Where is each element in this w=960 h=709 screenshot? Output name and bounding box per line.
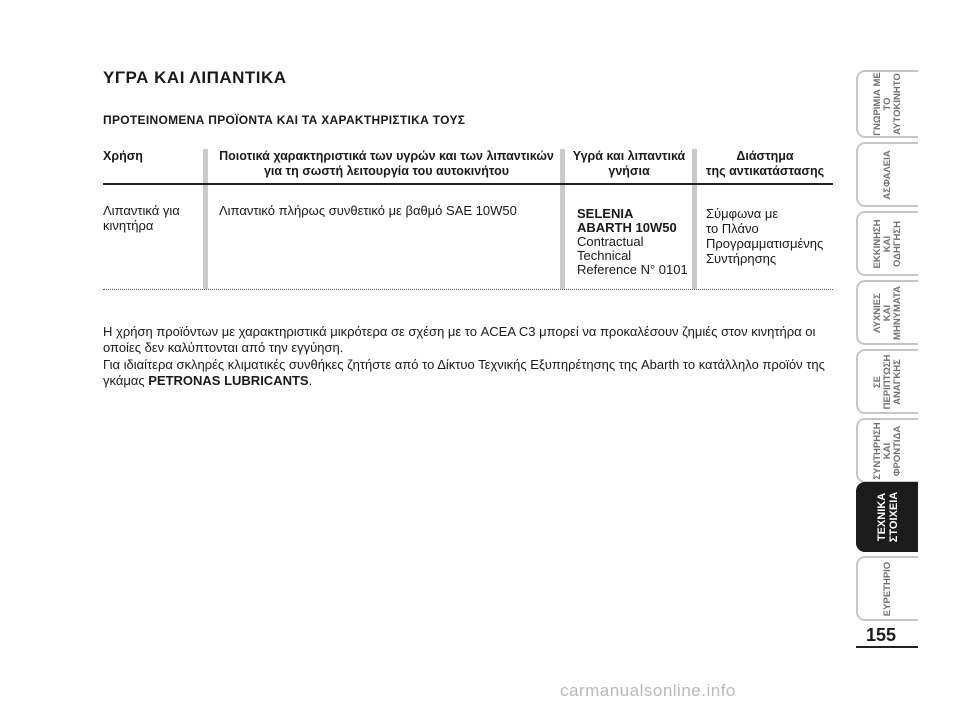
warning-paragraph: Η χρήση προϊόντων με χαρακτηριστικά μικρότερα σε σχέση με το ACEA C3 μπορεί να προκαλέσουν ζημιές στον κινητήρα οι οποίες δεν καλύπτονται από την εγγύηση. — [103, 324, 816, 355]
tab-safety[interactable] — [856, 142, 918, 207]
product-reference: Contractual Technical Reference N° 0101 — [577, 234, 688, 277]
table-cell-quality: Λιπαντικό πλήρως συνθετικό με βαθμό SAE 10W50 — [219, 203, 517, 218]
petronas-brand: PETRONAS LUBRICANTS — [148, 373, 309, 388]
table-header-quality: Ποιοτικά χαρακτηριστικά των υγρών και των λιπαντικών για τη σωστή λειτουργία του αυτοκινήτου — [219, 149, 554, 178]
page-number-rule — [856, 646, 918, 648]
tab-starting-driving[interactable] — [856, 211, 918, 276]
recommendation-paragraph — [103, 357, 833, 389]
page-title: ΥΓΡΑ ΚΑΙ ΛΙΠΑΝΤΙΚΑ — [103, 68, 287, 87]
table-bottom-rule — [103, 289, 833, 290]
table-header-products: Υγρά και λιπαντικά γνήσια — [572, 149, 686, 178]
tab-label: ΤΕΧΝΙΚΑ ΣΤΟΙΧΕΙΑ — [876, 491, 900, 543]
section-subtitle: ΠΡΟΤΕΙΝΟΜΕΝΑ ΠΡΟΪΟΝΤΑ ΚΑΙ ΤΑ ΧΑΡΑΚΤΗΡΙΣΤΙΚΑ ΤΟΥΣ — [103, 113, 466, 127]
tab-label: ΣΥΝΤΗΡΗΣΗ ΚΑΙ ΦΡΟΝΤΙΔΑ — [872, 421, 903, 480]
watermark: carmanualsonline.info — [560, 681, 736, 700]
tab-label: ΛΥΧΝΙΕΣ ΚΑΙ ΜΗΝΥΜΑΤΑ — [872, 285, 903, 340]
tab-warning-lights[interactable] — [856, 280, 918, 345]
tab-index[interactable] — [856, 556, 918, 621]
tab-label: ΑΣΦΑΛΕΙΑ — [882, 149, 893, 200]
table-header-rule — [103, 183, 833, 185]
table-header-interval: Διάστημα της αντικατάστασης — [705, 149, 825, 178]
table-separator-vertical — [560, 149, 565, 289]
table-cell-use: Λιπαντικά για κινητήρα — [103, 203, 180, 233]
table-header-use: Χρήση — [103, 149, 143, 163]
tab-maintenance[interactable] — [856, 418, 918, 483]
product-name: SELENIA ABARTH 10W50 — [577, 206, 677, 235]
page-number: 155 — [866, 625, 897, 645]
tab-label: ΕΥΡΕΤΗΡΙΟ — [882, 561, 893, 616]
recommendation-text: Για ιδιαίτερα σκληρές κλιματικές συνθήκες ζητήστε από το Δίκτυο Τεχνικής Εξυπηρέτησης της Abarth το κατάλληλο προϊόν της γκάμας — [103, 357, 825, 388]
tab-technical-data[interactable] — [856, 482, 918, 552]
tab-label: ΕΚΚΙΝΗΣΗ ΚΑΙ ΟΔΗΓΗΣΗ — [872, 219, 903, 268]
table-cell-interval: Σύμφωνα με το Πλάνο Προγραμματισμένης Συντήρησης — [706, 206, 824, 266]
recommendation-end: . — [308, 373, 313, 388]
tab-label: ΣΕ ΠΕΡΙΠΤΩΣΗ ΑΝΑΓΚΗΣ — [872, 354, 903, 409]
tab-label: ΓΝΩΡΙΜΙΑ ΜΕ ΤΟ ΑΥΤΟΚΙΝΗΤΟ — [872, 72, 903, 136]
table-separator-vertical — [203, 149, 208, 289]
tab-getting-to-know[interactable] — [856, 70, 918, 138]
table-separator-vertical — [692, 149, 697, 289]
tab-emergency[interactable] — [856, 349, 918, 414]
table-cell-product — [577, 207, 688, 277]
